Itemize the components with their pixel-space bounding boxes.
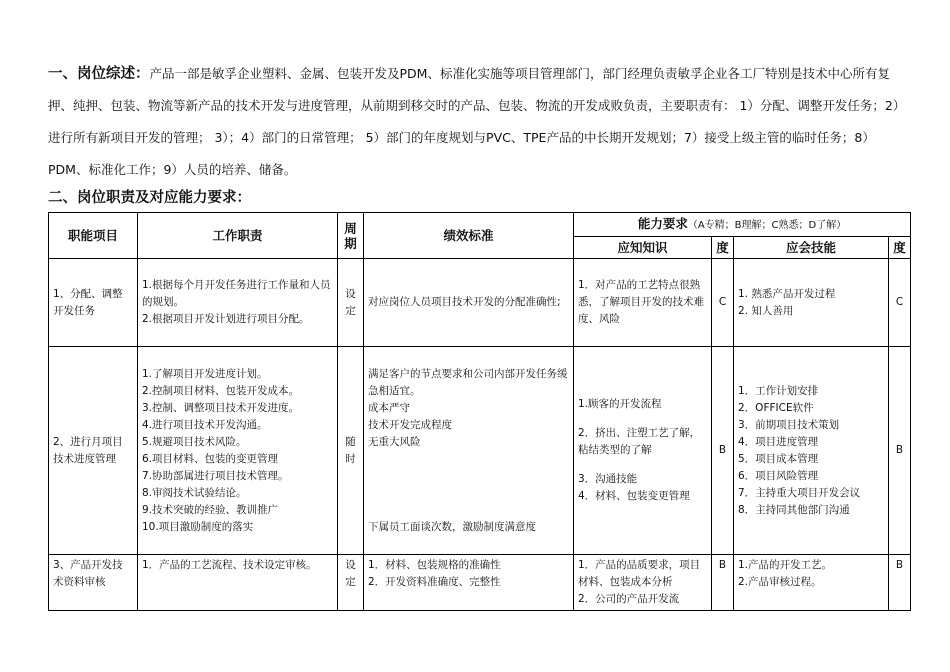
skill-line: 1.产品的开发工艺。 — [738, 559, 833, 571]
duty-line: 6.项目材料、包装的变更管理 — [142, 452, 279, 465]
col-header-knowledge: 应知知识 — [574, 237, 712, 259]
row-1-standard — [364, 259, 574, 347]
skill-line: 1．工作计划安排 — [738, 384, 819, 397]
row-1-skills — [734, 259, 889, 347]
row-2-period: 随时 — [338, 347, 364, 555]
duty-line: 1.根据每个月开发任务进行工作量和人员的规划。 — [142, 279, 331, 308]
row-3-duties — [138, 555, 338, 611]
spacer — [578, 459, 707, 471]
standard-line: 对应岗位人员项目技术开发的分配准确性; — [368, 296, 561, 308]
skill-line: 6．项目风险管理 — [738, 469, 819, 482]
knowledge-line: 1.顾客的开发流程 — [578, 398, 662, 410]
skill-line: 2．OFFICE软件 — [738, 401, 814, 414]
row-3-knowledge — [574, 555, 712, 611]
skill-line: 7．主持重大项目开发会议 — [738, 486, 861, 499]
spacer — [578, 413, 707, 425]
col-header-skill: 应会技能 — [734, 237, 889, 259]
duty-line: 2.根据项目开发计划进行项目分配。 — [142, 313, 310, 325]
section-2-title: 二、岗位职责及对应能力要求： — [48, 190, 251, 206]
knowledge-line: 2．挤出、注塑工艺了解，粘结类型的了解 — [578, 427, 701, 456]
table-row — [49, 347, 911, 555]
row-2-standard — [364, 347, 574, 555]
standard-line: 2．开发资料准确度、完整性 — [368, 576, 501, 588]
duty-line: 9.技术突破的经验、教训推广 — [142, 503, 279, 516]
standard-line: 技术开发完成程度 — [368, 418, 452, 431]
col-header-duty: 工作职责 — [138, 213, 338, 259]
duty-line: 1．产品的工艺流程、技术设定审核。 — [142, 559, 317, 571]
row-2-knowledge-degree: B — [712, 347, 734, 555]
col-header-standard: 绩效标准 — [364, 213, 574, 259]
standard-line: 无重大风险 — [368, 435, 421, 448]
duty-line: 8.审阅技术试验结论。 — [142, 486, 247, 499]
skill-line: 5．项目成本管理 — [738, 452, 819, 465]
col-header-degree-2: 度 — [889, 237, 911, 259]
spacer — [368, 485, 569, 519]
duty-line: 10.项目激励制度的落实 — [142, 520, 254, 533]
duty-line: 7.协助部属进行项目技术管理。 — [142, 469, 289, 482]
skill-line: 2. 知人善用 — [738, 304, 794, 317]
row-2-item: 2、进行月项目技术进度管理 — [49, 347, 138, 555]
row-2-knowledge — [574, 347, 712, 555]
row-3-skill-degree: B — [889, 555, 911, 611]
job-overview-paragraph — [48, 58, 904, 186]
row-1-knowledge — [574, 259, 712, 347]
standard-line: 下属员工面谈次数，激励制度满意度 — [368, 520, 536, 533]
job-overview-text: 产品一部是敏孚企业塑料、金属、包装开发及PDM、标准化实施等项目管理部门，部门经理负责敏孚企业各工厂特别是技术中心所有复押、纯押、包装、物流等新产品的技术开发与进度管理，从前期到移交时的产品、包装、物流的开发成败负责，主要职责有： 1）分配、调整开发任务；2）进行所有新项目开发的管理； 3）；4）部门的日常管理； 5）部门的年度规划与PVC、TPE产品的中长期开发规划；7）接受上级主管的临时任务；8）PDM、标准化工作；9）人员的培养、储备。 — [48, 66, 900, 177]
row-1-skill-degree: C — [889, 259, 911, 347]
skill-line: 1. 熟悉产品开发过程 — [738, 287, 836, 300]
col-header-period: 周期 — [338, 213, 364, 259]
col-header-item: 职能项目 — [49, 213, 138, 259]
col-header-ability — [574, 213, 911, 237]
skill-line: 4．项目进度管理 — [738, 435, 819, 448]
duty-line: 4.进行项目技术开发沟通。 — [142, 418, 268, 431]
knowledge-line: 4．材料、包装变更管理 — [578, 490, 690, 502]
row-1-period: 设定 — [338, 259, 364, 347]
row-2-skill-degree: B — [889, 347, 911, 555]
skill-line: 3．前期项目技术策划 — [738, 418, 840, 431]
ability-scale-note: （A专精；B理解；C熟悉；D了解） — [687, 220, 847, 231]
duty-line: 3.控制、调整项目技术开发进度。 — [142, 401, 300, 414]
skill-line: 2.产品审核过程。 — [738, 576, 822, 588]
row-2-duties — [138, 347, 338, 555]
row-1-item: 1、分配、调整开发任务 — [49, 259, 138, 347]
knowledge-line: 1．产品的品质要求，项目材料、包装成本分析 — [578, 559, 701, 588]
row-3-item: 3、产品开发技术资料审核 — [49, 555, 138, 611]
spacer — [368, 451, 569, 485]
row-3-period: 设定 — [338, 555, 364, 611]
table-row — [49, 555, 911, 611]
section-1-title: 一、岗位综述： — [48, 66, 150, 82]
row-3-knowledge-degree: B — [712, 555, 734, 611]
standard-line: 满足客户的节点要求和公司内部开发任务缓急相适宜。 — [368, 367, 568, 397]
duty-line: 2.控制项目材料、包装开发成本。 — [142, 384, 300, 397]
knowledge-line: 3．沟通技能 — [578, 473, 638, 485]
col-header-degree-1: 度 — [712, 237, 734, 259]
standard-line: 1．材料、包装规格的准确性 — [368, 559, 501, 571]
row-1-knowledge-degree: C — [712, 259, 734, 347]
duty-line: 1.了解项目开发进度计划。 — [142, 367, 268, 380]
knowledge-line: 2．公司的产品开发流 — [578, 593, 680, 605]
row-2-skills — [734, 347, 889, 555]
knowledge-line: 1．对产品的工艺特点很熟悉，了解项目开发的技术难度、风险 — [578, 279, 704, 325]
row-3-skills — [734, 555, 889, 611]
table-header-row — [49, 213, 911, 237]
skill-line: 8．主持同其他部门沟通 — [738, 503, 850, 516]
row-3-standard — [364, 555, 574, 611]
ability-label: 能力要求 — [637, 216, 688, 231]
table-row — [49, 259, 911, 347]
duty-line: 5.规避项目技术风险。 — [142, 435, 247, 448]
duty-ability-table — [48, 212, 911, 611]
standard-line: 成本严守 — [368, 401, 410, 414]
row-1-duties — [138, 259, 338, 347]
